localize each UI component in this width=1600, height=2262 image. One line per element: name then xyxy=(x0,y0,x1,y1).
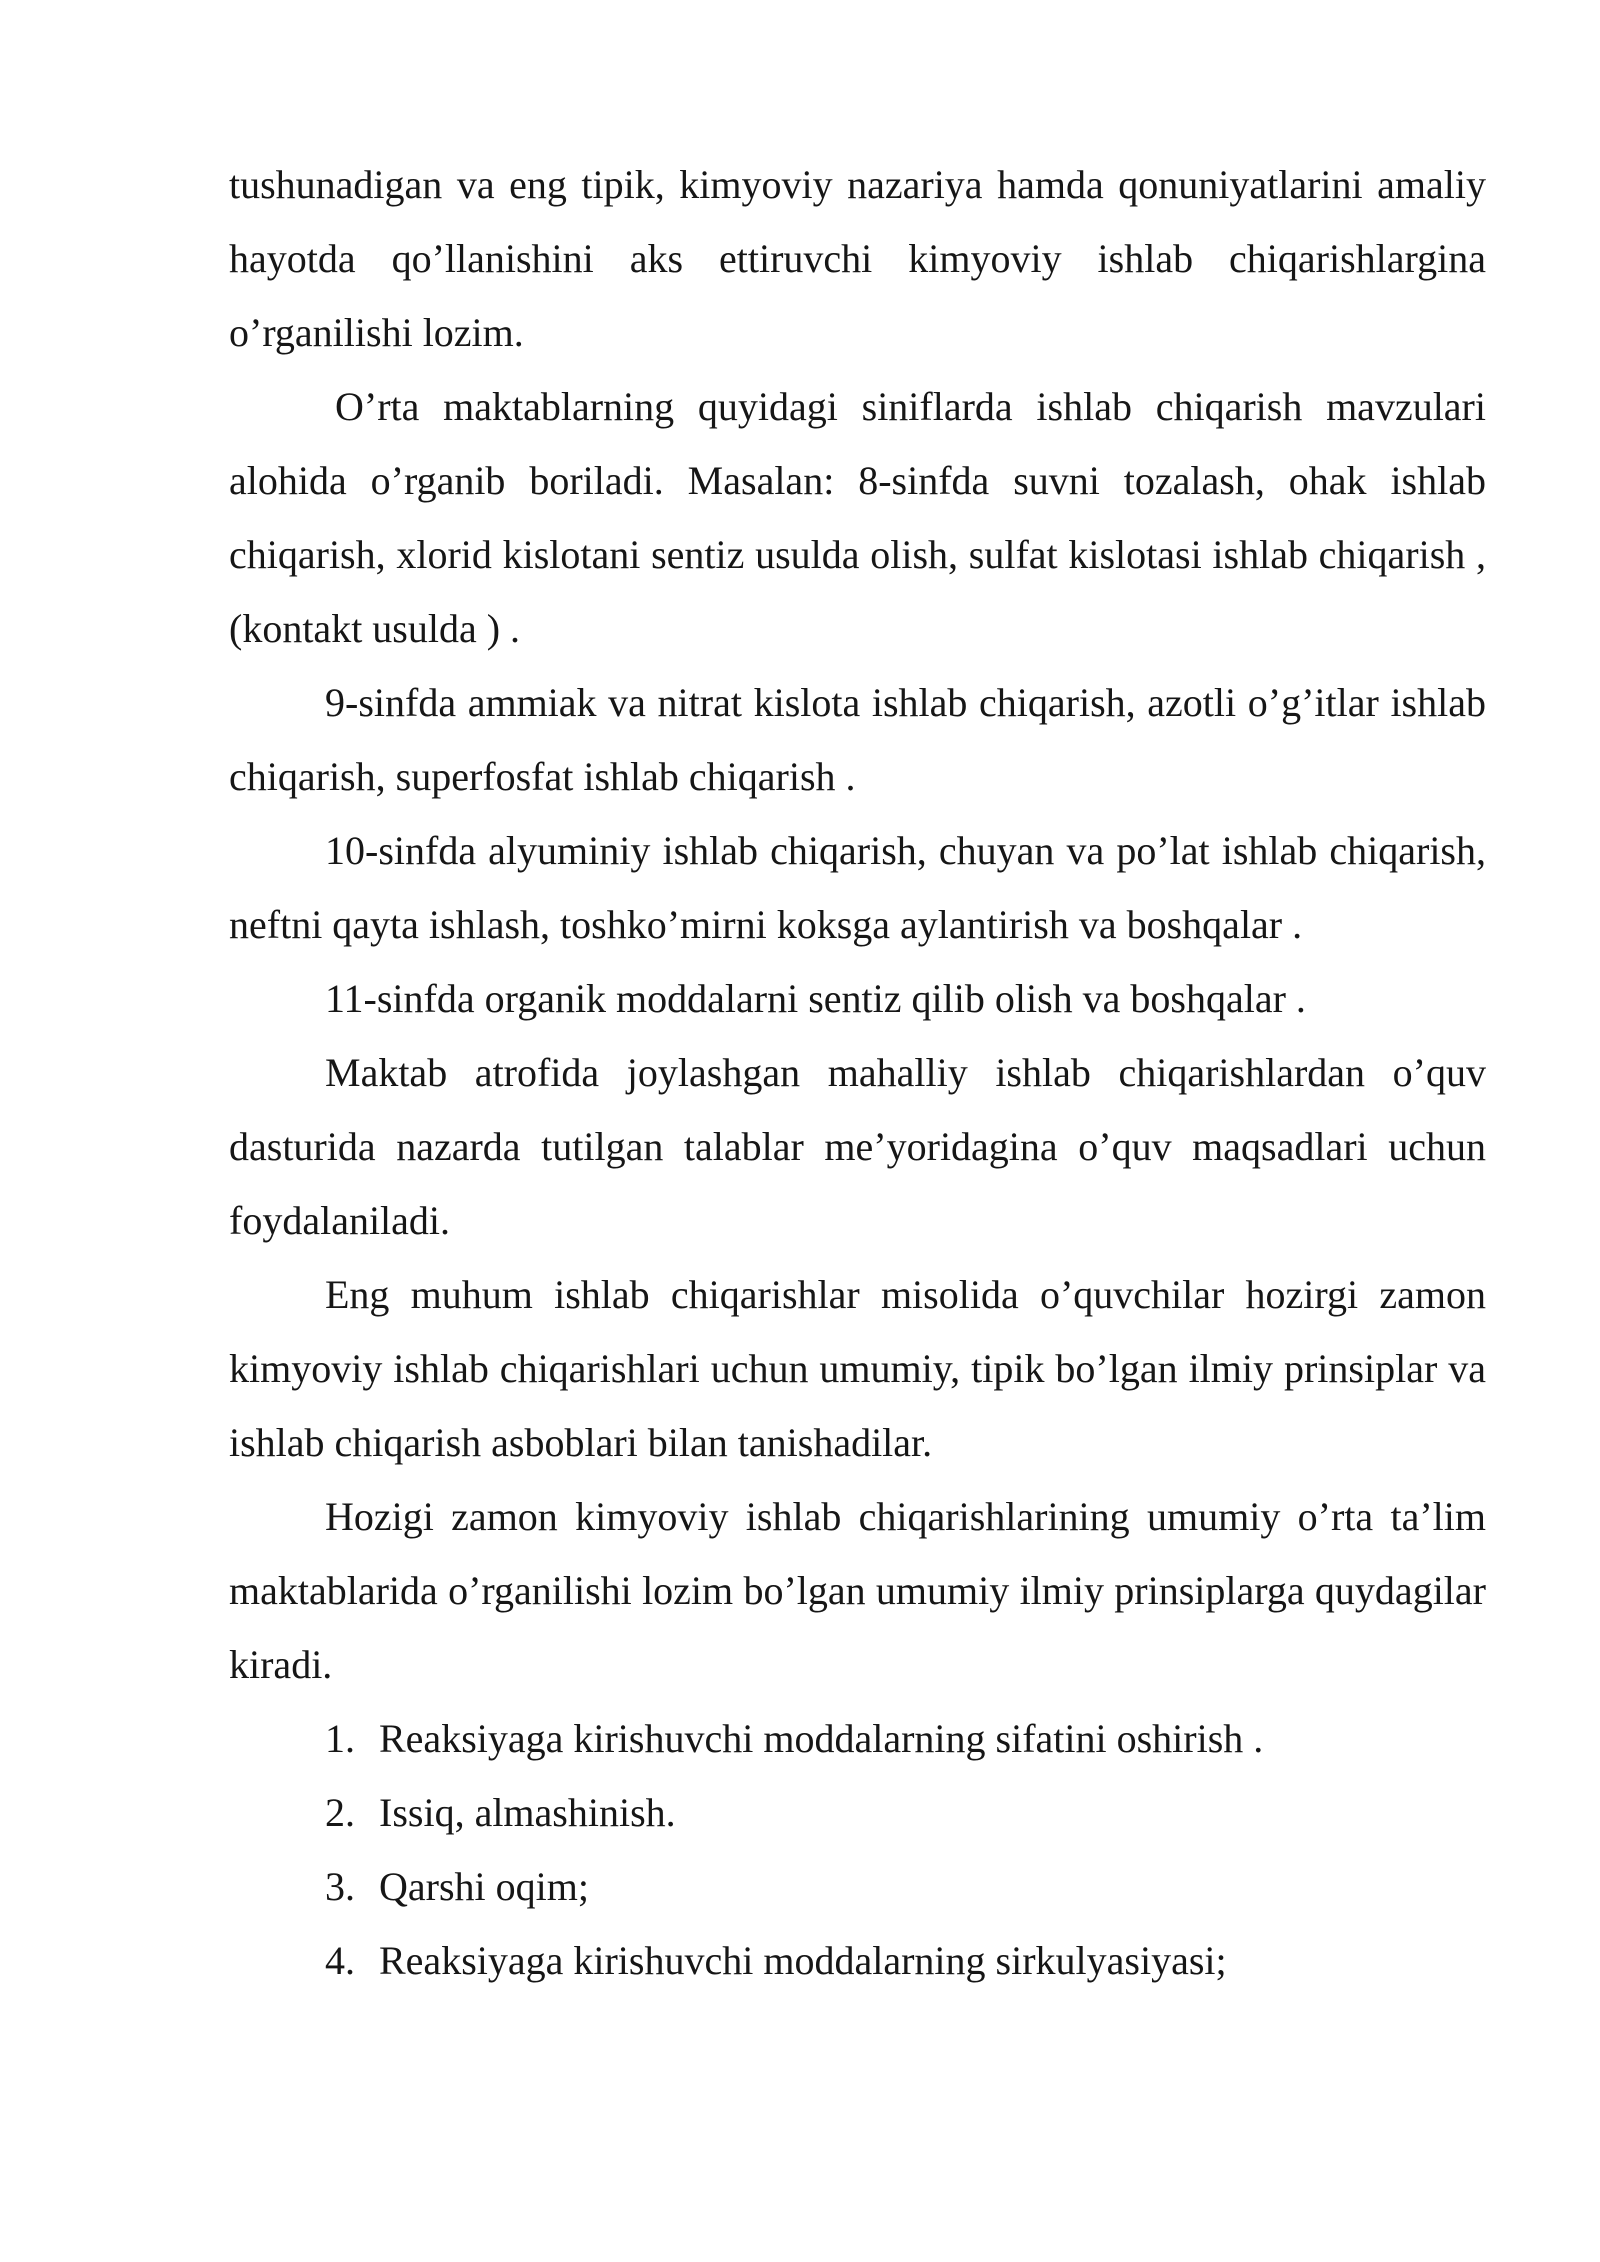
document-body xyxy=(229,148,1486,1998)
list-item xyxy=(325,1850,1486,1924)
paragraph-intro-continuation: tushunadigan va eng tipik, kimyoviy nazariya hamda qonuniyatlarini amaliy hayotda qo’llanishini aks ettiruvchi kimyoviy ishlab chiqarishlargina o’rganilishi lozim. xyxy=(229,162,1486,355)
paragraph-school-topics: O’rta maktablarning quyidagi siniflarda ishlab chiqarish mavzulari alohida o’rganib boriladi. Masalan: 8-sinfda suvni tozalash, ohak ishlab chiqarish, xlorid kislotani sentiz usulda olish, sulfat kislotasi ishlab chiqarish , (kontakt usulda ) . xyxy=(229,384,1486,651)
list-item-text: Issiq, almashinish. xyxy=(379,1790,676,1835)
list-item xyxy=(325,1924,1486,1998)
paragraph-grade-11: 11-sinfda organik moddalarni sentiz qilib olish va boshqalar . xyxy=(325,976,1306,1021)
paragraph-grade-10: 10-sinfda alyuminiy ishlab chiqarish, chuyan va po’lat ishlab chiqarish, neftni qayta ishlash, toshko’mirni koksga aylantirish va boshqalar . xyxy=(229,828,1486,947)
list-item xyxy=(325,1702,1486,1776)
list-item-text: Qarshi oqim; xyxy=(379,1864,589,1909)
list-item-number: 4. xyxy=(325,1938,355,1983)
paragraph-key-productions: Eng muhum ishlab chiqarishlar misolida o’quvchilar hozirgi zamon kimyoviy ishlab chiqarishlari uchun umumiy, tipik bo’lgan ilmiy prinsiplar va ishlab chiqarish asboblari bilan tanishadilar. xyxy=(229,1272,1486,1465)
list-item-number: 3. xyxy=(325,1864,355,1909)
list-item-number: 2. xyxy=(325,1790,355,1835)
principles-list xyxy=(229,1702,1486,1998)
list-item xyxy=(325,1776,1486,1850)
list-item-text: Reaksiyaga kirishuvchi moddalarning sirkulyasiyasi; xyxy=(379,1938,1227,1983)
list-item-text: Reaksiyaga kirishuvchi moddalarning sifatini oshirish . xyxy=(379,1716,1264,1761)
paragraph-grade-9: 9-sinfda ammiak va nitrat kislota ishlab chiqarish, azotli o’g’itlar ishlab chiqarish, superfosfat ishlab chiqarish . xyxy=(229,680,1486,799)
paragraph-local-production: Maktab atrofida joylashgan mahalliy ishlab chiqarishlardan o’quv dasturida nazarda tutilgan talablar me’yoridagina o’quv maqsadlari uchun foydalaniladi. xyxy=(229,1050,1486,1243)
paragraph-scientific-principles: Hozigi zamon kimyoviy ishlab chiqarishlarining umumiy o’rta ta’lim maktablarida o’rganilishi lozim bo’lgan umumiy ilmiy prinsiplarga quydagilar kiradi. xyxy=(229,1494,1486,1687)
list-item-number: 1. xyxy=(325,1716,355,1761)
